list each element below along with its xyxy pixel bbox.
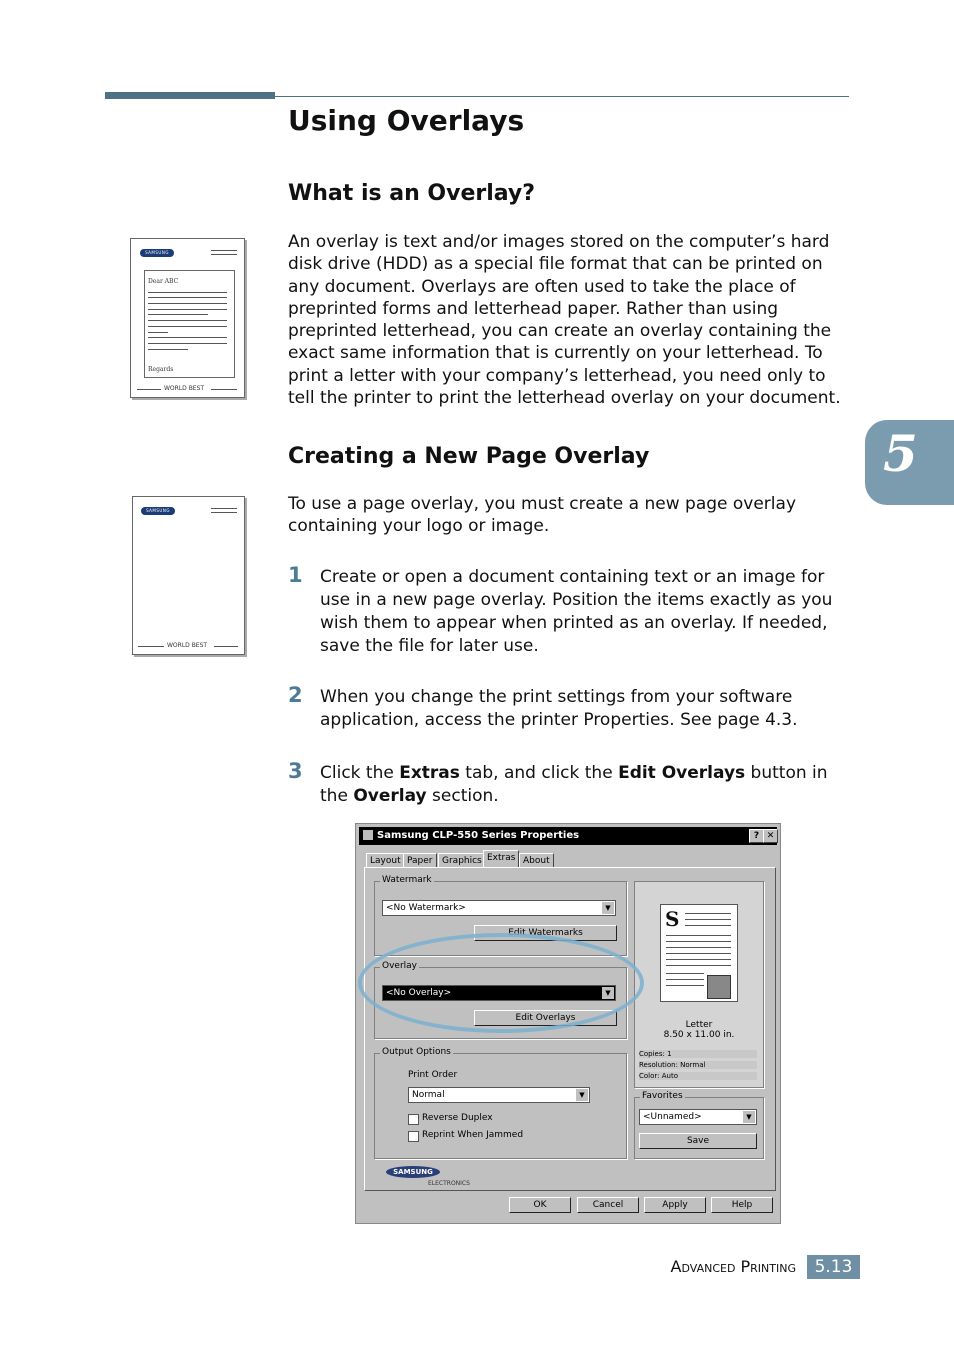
cancel-button[interactable]: Cancel xyxy=(577,1197,639,1213)
tab-about[interactable]: About xyxy=(519,853,554,868)
letterhead-sample-with-text xyxy=(130,238,245,398)
step-text-1: Create or open a document containing text or an image for use in a new page overlay. Position the items exactly as you wish them to appear when printed as an overlay. If needed, save the file for later use. xyxy=(320,567,833,656)
tab-extras[interactable]: Extras xyxy=(483,850,519,868)
letterhead-sample-blank xyxy=(132,496,245,655)
close-icon[interactable]: ✕ xyxy=(763,829,778,843)
dialog-titlebar xyxy=(359,827,777,845)
paper-name: Letter xyxy=(685,1020,713,1030)
reprint-jammed-label: Reprint When Jammed xyxy=(422,1130,524,1140)
footer-section-name: Advanced Printing xyxy=(670,1257,796,1276)
save-favorite-button[interactable]: Save xyxy=(639,1133,757,1149)
preview-image-icon xyxy=(707,975,731,999)
watermark-select[interactable]: <No Watermark> ▼ xyxy=(382,900,616,916)
color-status: Color: Auto xyxy=(639,1072,757,1080)
tab-layout[interactable]: Layout xyxy=(366,853,405,868)
paper-size: 8.50 x 11.00 in. xyxy=(663,1030,735,1040)
header-rule-thick xyxy=(105,92,275,99)
edit-overlays-button[interactable]: Edit Overlays xyxy=(474,1010,617,1026)
overlay-label: Overlay xyxy=(382,961,417,971)
create-overlay-intro: To use a page overlay, you must create a new page overlay containing your logo or image. xyxy=(288,494,796,537)
step-text-3: Click the Extras tab, and click the Edit Overlays button in the Overlay section. xyxy=(320,763,828,806)
letter-footer-slogan: WORLD BEST xyxy=(164,385,205,392)
chevron-down-icon: ▼ xyxy=(743,1111,755,1123)
page-title: Using Overlays xyxy=(288,104,525,137)
reverse-duplex-checkbox[interactable] xyxy=(408,1114,419,1125)
chapter-tab: 5 xyxy=(865,420,954,505)
overlay-description: An overlay is text and/or images stored on the computer’s hard disk drive (HDD) as a special file format that can be printed on any document. Overlays are often used to take the place of preprinted forms and letterhead paper. Rather than using preprinted letterhead, you can create an overlay containing the exact same information that is currently on your letterhead. To print a letter with your company’s letterhead, you need only to tell the printer to print the letterhead overlay on your document. xyxy=(288,232,841,409)
output-options-label: Output Options xyxy=(382,1047,451,1057)
chevron-down-icon: ▼ xyxy=(602,987,614,999)
print-order-select[interactable]: Normal ▼ xyxy=(408,1087,590,1103)
section-title-create-overlay: Creating a New Page Overlay xyxy=(288,444,650,469)
help-button[interactable]: Help xyxy=(711,1197,773,1213)
letter-footer-slogan: WORLD BEST xyxy=(167,642,208,649)
dialog-title: Samsung CLP-550 Series Properties xyxy=(377,830,580,841)
resolution-status: Resolution: Normal xyxy=(639,1061,757,1069)
tab-graphics[interactable]: Graphics xyxy=(438,853,486,868)
page-preview xyxy=(660,904,738,1002)
watermark-label: Watermark xyxy=(382,875,432,885)
edit-watermarks-button[interactable]: Edit Watermarks xyxy=(474,925,617,941)
brand-subtitle: ELECTRONICS xyxy=(428,1180,470,1187)
samsung-logo: SAMSUNG xyxy=(141,507,175,515)
favorites-select[interactable]: <Unnamed> ▼ xyxy=(639,1109,757,1125)
chevron-down-icon: ▼ xyxy=(602,902,614,914)
section-title-what-is-overlay: What is an Overlay? xyxy=(288,181,536,206)
preview-box xyxy=(634,881,764,1088)
highlight-ellipse xyxy=(358,933,644,1033)
step-text-2: When you change the print settings from your software application, access the printer Properties. See page 4.3. xyxy=(320,687,798,730)
samsung-brand-logo: SAMSUNG xyxy=(386,1166,440,1178)
ok-button[interactable]: OK xyxy=(509,1197,571,1213)
favorites-label: Favorites xyxy=(642,1091,683,1101)
copies-status: Copies: 1 xyxy=(639,1050,757,1058)
printer-icon xyxy=(363,830,373,840)
reprint-jammed-checkbox[interactable] xyxy=(408,1131,419,1142)
output-options-group xyxy=(374,1047,627,1159)
step-number-1: 1 xyxy=(288,563,303,587)
print-order-label: Print Order xyxy=(408,1070,458,1080)
step-number-3: 3 xyxy=(288,759,303,783)
step-number-2: 2 xyxy=(288,683,303,707)
help-icon[interactable]: ? xyxy=(749,829,764,843)
header-rule-thin xyxy=(275,96,849,97)
favorites-group xyxy=(634,1091,764,1159)
preview-logo-glyph: S xyxy=(665,907,680,931)
letter-greeting: Dear ABC xyxy=(148,278,179,285)
reverse-duplex-label: Reverse Duplex xyxy=(422,1113,493,1123)
letter-closing: Regards xyxy=(148,366,174,373)
samsung-logo: SAMSUNG xyxy=(140,249,174,257)
page-number: 5.13 xyxy=(807,1255,860,1279)
tab-paper[interactable]: Paper xyxy=(403,853,437,868)
chevron-down-icon: ▼ xyxy=(576,1089,588,1101)
apply-button[interactable]: Apply xyxy=(644,1197,706,1213)
overlay-select[interactable]: <No Overlay> ▼ xyxy=(382,985,616,1001)
